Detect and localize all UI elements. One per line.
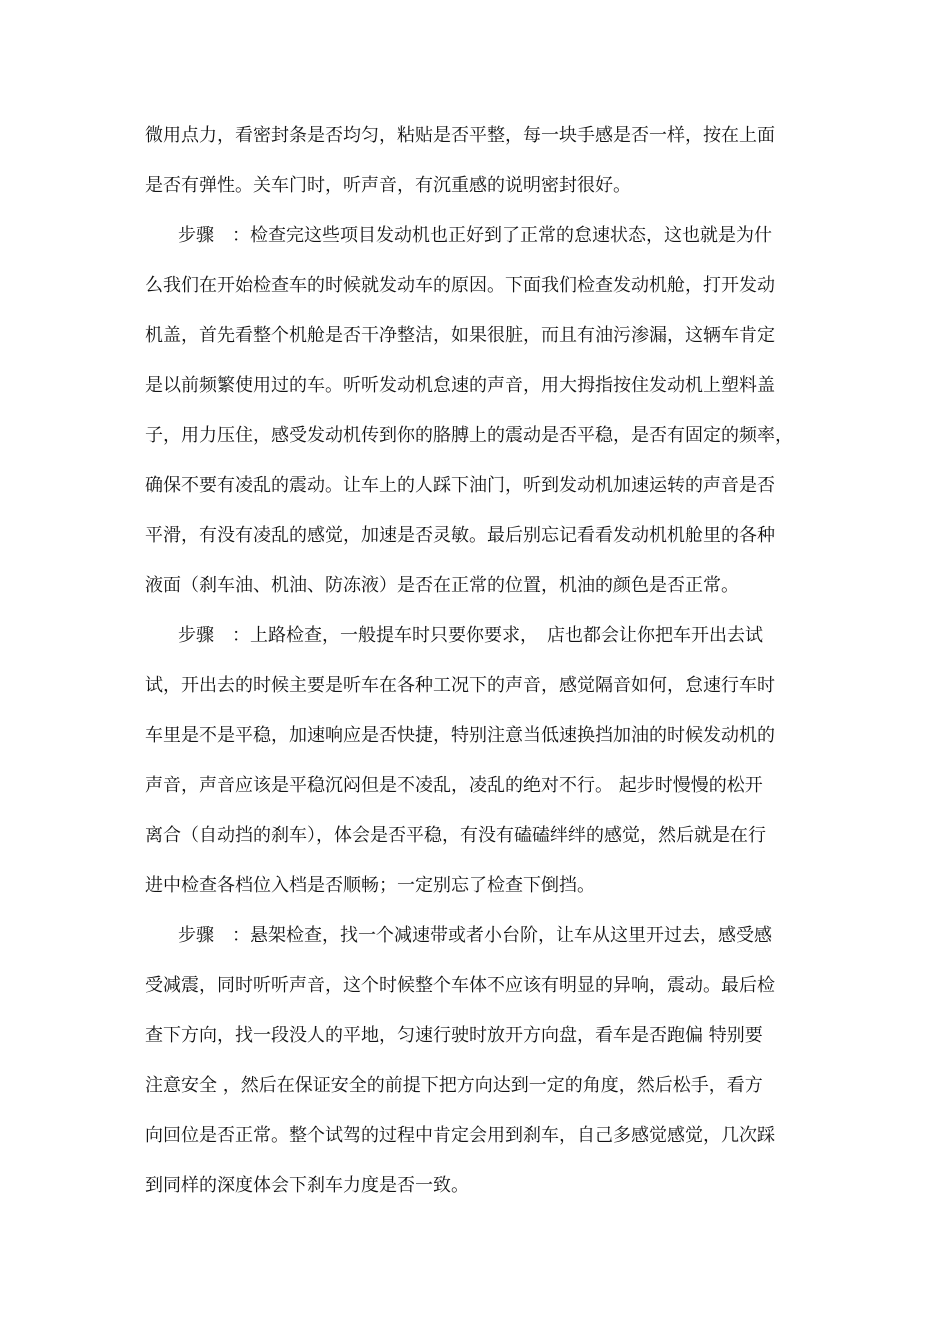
paragraph-line: 子，用力压住，感受发动机传到你的胳膊上的震动是否平稳，是否有固定的频率， <box>145 425 793 446</box>
paragraph-line: 向回位是否正常。整个试驾的过程中肯定会用到刹车，自己多感觉感觉，几次踩 <box>145 1125 775 1146</box>
paragraph-line: 查下方向，找一段没人的平地，匀速行驶时放开方向盘，看车是否跑偏 特别要 <box>145 1025 763 1046</box>
step-line: 步骤 ：检查完这些项目发动机也正好到了正常的怠速状态，这也就是为什 <box>178 225 772 246</box>
paragraph-line: 车里是不是平稳，加速响应是否快捷，特别注意当低速换挡加油的时候发动机的 <box>145 725 775 746</box>
paragraph-line: 试，开出去的时候主要是听车在各种工况下的声音，感觉隔音如何，怠速行车时 <box>145 675 775 696</box>
paragraph-line: 离合（自动挡的刹车），体会是否平稳，有没有磕磕绊绊的感觉，然后就是在行 <box>145 825 766 846</box>
paragraph-line: 机盖，首先看整个机舱是否干净整洁，如果很脏，而且有油污渗漏，这辆车肯定 <box>145 325 775 346</box>
paragraph-line: 微用点力，看密封条是否均匀，粘贴是否平整，每一块手感是否一样，按在上面 <box>145 125 775 146</box>
paragraph-line: 到同样的深度体会下刹车力度是否一致。 <box>145 1175 469 1196</box>
paragraph-line: 么我们在开始检查车的时候就发动车的原因。下面我们检查发动机舱，打开发动 <box>145 275 775 296</box>
paragraph-line: 是否有弹性。关车门时，听声音，有沉重感的说明密封很好。 <box>145 175 631 196</box>
step-line: 步骤 ：上路检查，一般提车时只要你要求， 店也都会让你把车开出去试 <box>178 625 763 646</box>
paragraph-line: 注意安全 ，然后在保证安全的前提下把方向达到一定的角度，然后松手，看方 <box>145 1075 763 1096</box>
paragraph-line: 声音，声音应该是平稳沉闷但是不凌乱，凌乱的绝对不行。 起步时慢慢的松开 <box>145 775 763 796</box>
paragraph-line: 液面（刹车油、机油、防冻液）是否在正常的位置，机油的颜色是否正常。 <box>145 575 739 596</box>
paragraph-line: 确保不要有凌乱的震动。让车上的人踩下油门，听到发动机加速运转的声音是否 <box>145 475 775 496</box>
paragraph-line: 平滑，有没有凌乱的感觉，加速是否灵敏。最后别忘记看看发动机机舱里的各种 <box>145 525 775 546</box>
step-line: 步骤 ：悬架检查，找一个减速带或者小台阶，让车从这里开过去，感受感 <box>178 925 772 946</box>
paragraph-line: 受减震，同时听听声音，这个时候整个车体不应该有明显的异响，震动。最后检 <box>145 975 775 996</box>
paragraph-line: 是以前频繁使用过的车。听听发动机怠速的声音，用大拇指按住发动机上塑料盖 <box>145 375 775 396</box>
paragraph-line: 进中检查各档位入档是否顺畅；一定别忘了检查下倒挡。 <box>145 875 595 896</box>
